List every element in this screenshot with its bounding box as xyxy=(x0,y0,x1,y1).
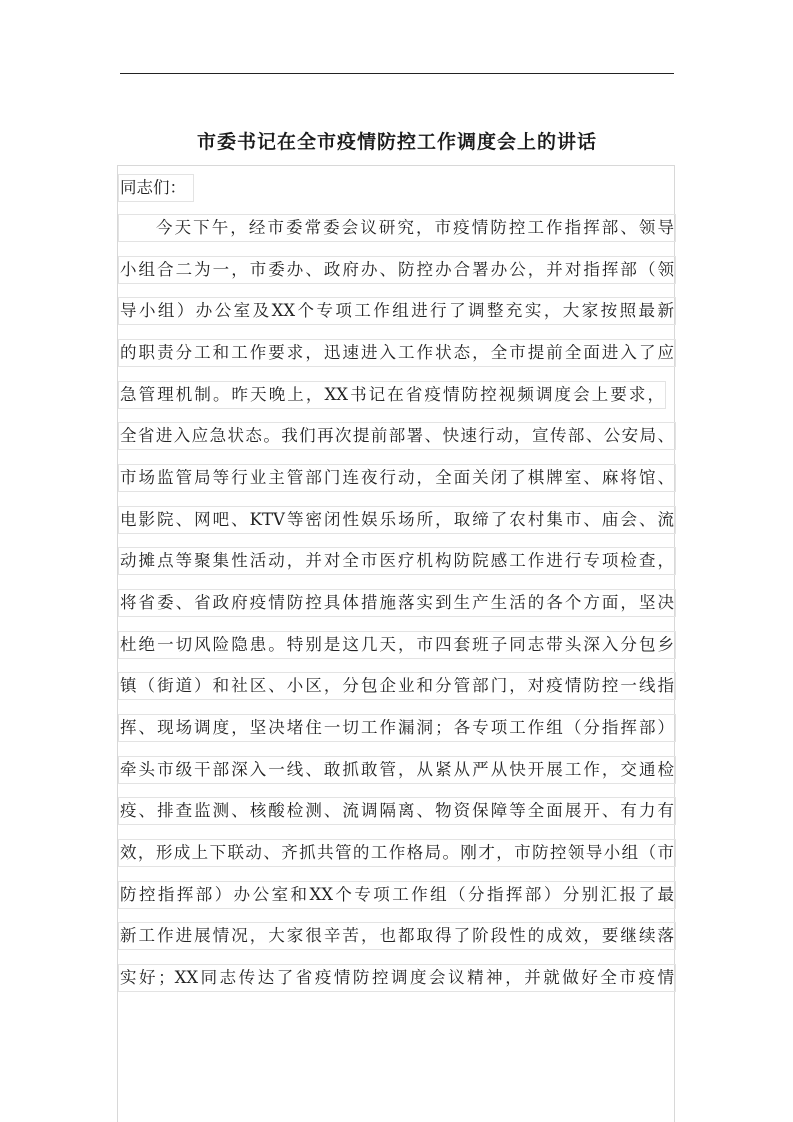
paragraph-line: 导小组）办公室及XX个专项工作组进行了调整充实，大家按照最新 xyxy=(120,299,674,323)
paragraph-line: 全省进入应急状态。我们再次提前部署、快速行动，宣传部、公安局、 xyxy=(120,424,674,448)
paragraph-line: 牵头市级干部深入一线、敢抓敢管，从紧从严从快开展工作，交通检 xyxy=(120,758,674,782)
paragraph-line: 挥、现场调度，坚决堵住一切工作漏洞；各专项工作组（分指挥部） xyxy=(120,716,674,740)
paragraph-line: 小组合二为一，市委办、政府办、防控办合署办公，并对指挥部（领 xyxy=(120,258,674,282)
paragraph-line: 疫、排查监测、核酸检测、流调隔离、物资保障等全面展开、有力有 xyxy=(120,799,674,823)
paragraph-line: 市场监管局等行业主管部门连夜行动，全面关闭了棋牌室、麻将馆、 xyxy=(120,466,674,490)
paragraph-line: 实好；XX同志传达了省疫情防控调度会议精神，并就做好全市疫情 xyxy=(120,966,674,990)
paragraph-line: 新工作进展情况，大家很辛苦，也都取得了阶段性的成效，要继续落 xyxy=(120,924,674,948)
document-title: 市委书记在全市疫情防控工作调度会上的讲话 xyxy=(196,131,597,153)
salutation: 同志们： xyxy=(120,176,192,200)
paragraph-line: 将省委、省政府疫情防控具体措施落实到生产生活的各个方面，坚决 xyxy=(120,591,674,615)
paragraph-line: 急管理机制。昨天晚上，XX书记在省疫情防控视频调度会上要求， xyxy=(120,383,664,407)
paragraph-line: 杜绝一切风险隐患。特别是这几天，市四套班子同志带头深入分包乡 xyxy=(120,633,674,657)
paragraph-line: 镇（街道）和社区、小区，分包企业和分管部门，对疫情防控一线指 xyxy=(120,674,674,698)
paragraph-line: 效，形成上下联动、齐抓共管的工作格局。刚才，市防控领导小组（市 xyxy=(120,841,674,865)
paragraph-line: 的职责分工和工作要求，迅速进入工作状态，全市提前全面进入了应 xyxy=(120,341,674,365)
paragraph-line: 电影院、网吧、KTV等密闭性娱乐场所，取缔了农村集市、庙会、流 xyxy=(120,508,674,532)
paragraph-line: 动摊点等聚集性活动，并对全市医疗机构防院感工作进行专项检查， xyxy=(120,549,674,573)
paragraph-line: 防控指挥部）办公室和XX个专项工作组（分指挥部）分别汇报了最 xyxy=(120,883,674,907)
header-rule xyxy=(120,73,674,74)
paragraph-line: 今天下午，经市委常委会议研究，市疫情防控工作指挥部、领导 xyxy=(120,216,674,240)
